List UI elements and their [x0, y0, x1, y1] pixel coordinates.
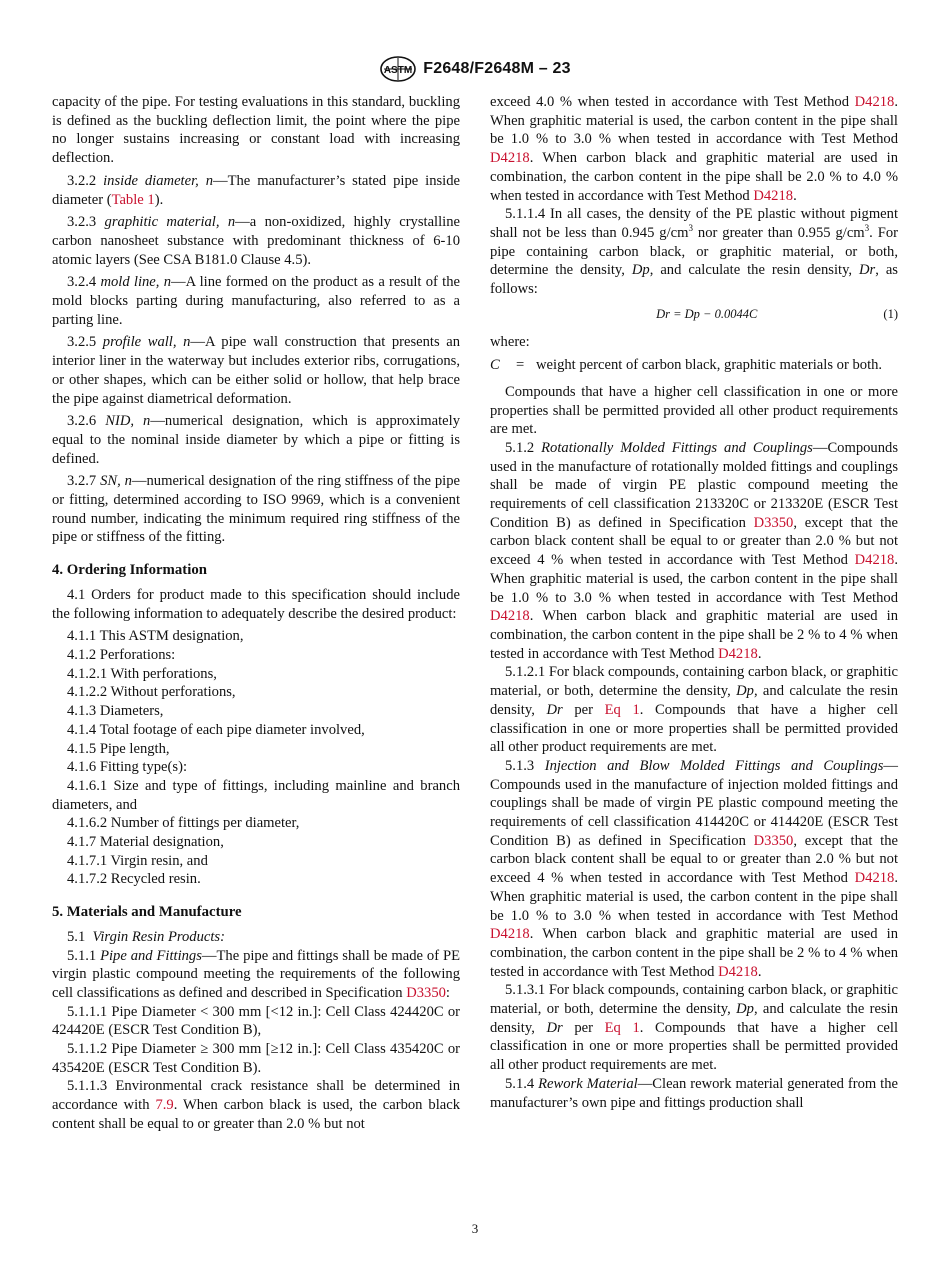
d3350-link[interactable]: D3350 [753, 514, 794, 531]
d4218-link[interactable]: D4218 [854, 94, 895, 110]
list-item: 4.1.6.2 Number of fittings per diameter, [67, 815, 300, 832]
section-4-1: 4.1 Orders for product made to this specification should include the following information to adequately describe the desired product: [52, 586, 460, 622]
equation-number: (1) [883, 306, 898, 321]
list-item: 4.1.4 Total footage of each pipe diameter involved, [67, 721, 365, 738]
d3350-link[interactable]: D3350 [406, 984, 446, 1001]
page-header [0, 56, 950, 82]
d4218-link[interactable]: D4218 [854, 552, 895, 569]
list-item: 4.1.3 Diameters, [67, 703, 164, 720]
section-5-1-2: 5.1.2 Rotationally Molded Fittings and Couplings—Compounds used in the manufacture of rotationally molded fittings and couplings shall be made of virgin PE plastic compound meeting the requirements of cell classification 213320C or 213320E (ESCR Test Condition B) as defined in Specification D3350, except that the carbon black content shall be equal to or greater than 2.0 % but not exceed 4 % when tested in accordance with Test Method D4218. When graphitic material is used, the carbon content in the pipe shall be 1.0 % to 3.0 % when tested in accordance with Test Method D4218. When carbon black and graphitic material are used in combination, the carbon content in the pipe shall be 2 % to 4 % when tested in accordance with Test Method D4218. [490, 439, 898, 662]
d4218-link[interactable]: D4218 [718, 963, 758, 980]
equation-1 [490, 305, 898, 324]
variable-definition: C = weight percent of carbon black, graphitic materials or both. [490, 357, 883, 374]
section-5-1-1: 5.1.1 Pipe and Fittings—The pipe and fittings shall be made of PE virgin plastic compound meeting the requirements of the following cell classifications as defined and described in Specification D3350: [52, 947, 460, 1001]
d4218-link[interactable]: D4218 [718, 645, 758, 662]
eq-1-link[interactable]: Eq 1 [604, 701, 640, 718]
d4218-link[interactable]: D4218 [490, 926, 530, 943]
section-5-1-1-2: 5.1.1.2 Pipe Diameter ≥ 300 mm [≥12 in.]: Cell Class 435420C or 435420E (ESCR Test Condition B). [52, 1041, 460, 1076]
list-item: 4.1.1 This ASTM designation, [67, 628, 244, 645]
section-3-2-2: 3.2.2 inside diameter, n—The manufacturer’s stated pipe inside diameter (Table 1). [52, 172, 460, 208]
list-item: 4.1.2.2 Without perforations, [67, 684, 236, 701]
d4218-link[interactable]: D4218 [753, 187, 794, 204]
section-heading-4: 4. Ordering Information [52, 562, 207, 579]
section-3-2-3: 3.2.3 graphitic material, n—a non-oxidized, highly crystalline carbon nanosheet substance with predominant thickness of 6-10 atomic layers (See CSA B181.0 Clause 4.5). [52, 214, 460, 268]
document-designation: F2648/F2648M – 23 [423, 60, 571, 77]
d3350-link[interactable]: D3350 [753, 832, 794, 849]
logo-text: ASTM [384, 65, 413, 76]
astm-logo-icon [379, 56, 417, 82]
equation-expression: Dr = Dp − 0.0044C [656, 306, 758, 321]
section-5-1-1-4: 5.1.1.4 In all cases, the density of the PE plastic without pigment shall not be less than 0.945 $g/cm^3$ nor greater than 0.955 $g/cm^3$. For pipe containing carbon black, or graphitic material, or both, determine the density, Dp, and calculate the resin density, Dr, as follows: [490, 206, 899, 298]
section-3-2-5: 3.2.5 profile wall, n—A pipe wall construction that presents an interior liner in the waterway but includes exterior ribs, corrugations, or other shapes, which can be either solid or hollow, that help brace the pipe against diametrical deformation. [52, 334, 460, 407]
section-5-1-4: 5.1.4 Rework Material—Clean rework material generated from the manufacturer’s own pipe and fittings production shall [490, 1075, 898, 1111]
list-item: 4.1.7 Material designation, [67, 834, 224, 851]
list-item: 4.1.7.2 Recycled resin. [67, 871, 201, 888]
left-column [52, 93, 460, 1134]
section-3-2-7: 3.2.7 SN, n—numerical designation of the ring stiffness of the pipe or fitting, determined according to ISO 9969, which is a convenient round number, indicating the minimum required ring stiffness of the pipe or stiffness of the fitting. [52, 473, 460, 546]
section-3-2-6: 3.2.6 NID, n—numerical designation, which is approximately equal to the nominal inside diameter by which a pipe or fitting is defined. [52, 413, 460, 467]
paragraph-continued: exceed 4.0 % when tested in accordance with Test Method D4218. When graphitic material is used, the carbon content in the pipe shall be 1.0 % to 3.0 % when tested in accordance with Test Method D4218. When carbon black and graphitic material are used in combination, the carbon content in the pipe shall be 2.0 % to 4.0 % when tested in accordance with Test Method D4218. [490, 94, 898, 204]
d4218-link[interactable]: D4218 [490, 608, 530, 625]
section-heading-5: 5. Materials and Manufacture [52, 904, 242, 921]
section-5-1-2-1: 5.1.2.1 For black compounds, containing carbon black, or graphitic material, or both, determine the density, Dp, and calculate the resin density, Dr per Eq 1. Compounds that have a higher cell classification in one or more properties shall be permitted provided all other product requirements are met. [490, 664, 898, 756]
list-item: 4.1.5 Pipe length, [67, 740, 170, 757]
section-5-1: 5.1 Virgin Resin Products: [67, 928, 225, 945]
page-number: 3 [471, 1221, 479, 1236]
list-item: 4.1.2.1 With perforations, [67, 665, 217, 682]
list-item: 4.1.2 Perforations: [67, 646, 176, 663]
section-4-1-6-1: 4.1.6.1 Size and type of fittings, including mainline and branch diameters, and [52, 777, 460, 813]
paragraph: capacity of the pipe. For testing evaluations in this standard, buckling is defined as the buckling deflection limit, the point where the pipe no longer sustains increasing or constant load with increasing deflection. [52, 94, 460, 167]
list-item: 4.1.6 Fitting type(s): [67, 759, 187, 776]
right-column [490, 93, 898, 1112]
paragraph: Compounds that have a higher cell classification in one or more properties shall be permitted provided all other product requirements are met. [490, 383, 898, 438]
where-label: where: [490, 334, 530, 351]
section-7-9-link[interactable]: 7.9 [155, 1097, 174, 1114]
section-5-1-3: 5.1.3 Injection and Blow Molded Fittings and Couplings—Compounds used in the manufacture of injection molded fittings and couplings shall be made of virgin PE plastic compound meeting the requirements of cell classification 414420C or 414420E (ESCR Test Condition B) as defined in Specification D3350, except that the carbon black content shall be equal to or greater than 2.0 % but not exceed 4 % when tested in accordance with Test Method D4218. When graphitic material is used, the carbon content in the pipe shall be 1.0 % to 3.0 % when tested in accordance with Test Method D4218. When carbon black and graphitic material are used in combination, the carbon content in the pipe shall be 2 % to 4 % when tested in accordance with Test Method D4218. [490, 757, 898, 980]
table-1-link[interactable]: Table 1 [111, 191, 155, 208]
eq-1-link[interactable]: Eq 1 [604, 1019, 640, 1036]
list-item: 4.1.7.1 Virgin resin, and [67, 852, 208, 869]
d4218-link[interactable]: D4218 [490, 150, 530, 167]
d4218-link[interactable]: D4218 [854, 870, 895, 887]
section-5-1-1-3: 5.1.1.3 Environmental crack resistance shall be determined in accordance with 7.9. When carbon black is used, the carbon black content shall be equal to or greater than 2.0 % but not [52, 1078, 460, 1132]
section-5-1-1-1: 5.1.1.1 Pipe Diameter < 300 mm [<12 in.]: Cell Class 424420C or 424420E (ESCR Test Condition B), [52, 1003, 460, 1039]
section-3-2-4: 3.2.4 mold line, n—A line formed on the product as a result of the mold blocks parting during manufacturing, also referred to as a parting line. [52, 274, 460, 328]
section-5-1-3-1: 5.1.3.1 For black compounds, containing carbon black, or graphitic material, or both, determine the density, Dp, and calculate the resin density, Dr per Eq 1. Compounds that have a higher cell classification in one or more properties shall be permitted provided all other product requirements are met. [490, 982, 898, 1074]
